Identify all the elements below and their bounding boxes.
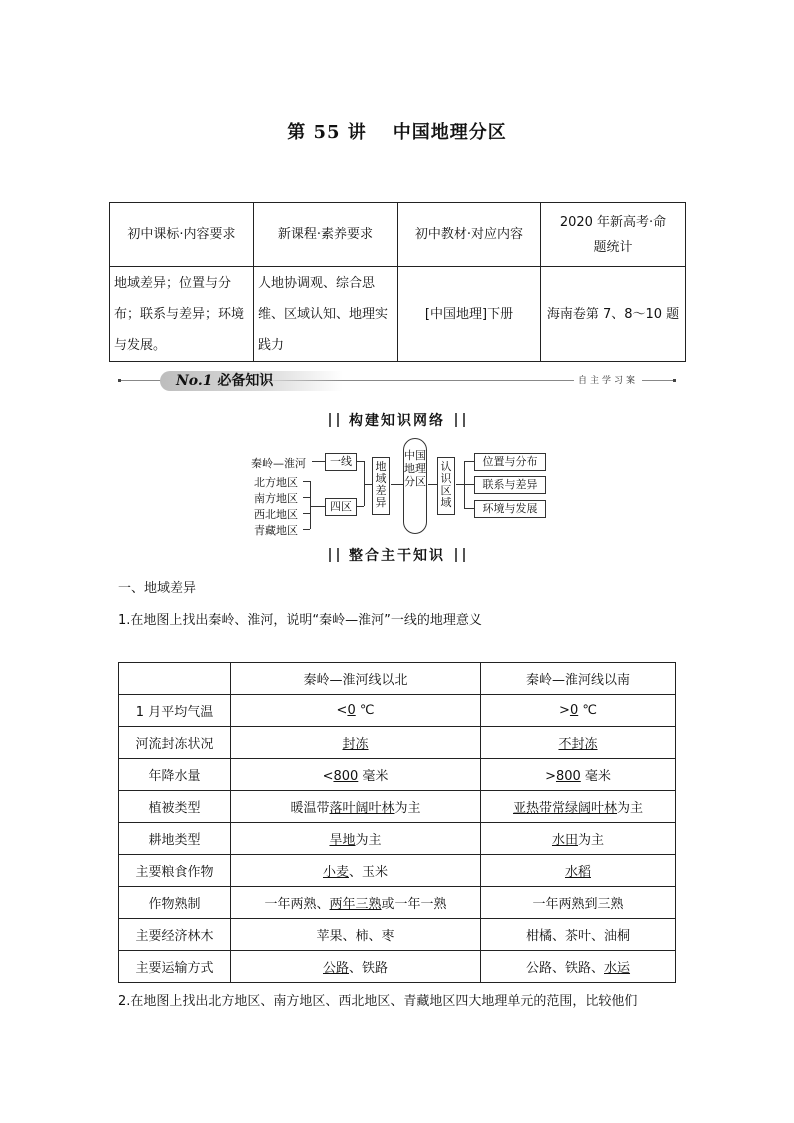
answer-text: 落叶阔叶林 <box>329 801 395 816</box>
connector <box>456 484 464 485</box>
answer-text: 800 <box>333 769 359 784</box>
row-item: 主要运输方式 <box>119 951 231 983</box>
table-row <box>119 695 676 727</box>
section-number: No.1 <box>176 373 213 389</box>
answer-text: 800 <box>555 769 581 784</box>
table-row <box>119 887 676 919</box>
map-center-china-geo-regions: 中国地理分区 <box>403 438 427 534</box>
table-body <box>119 695 676 983</box>
map-box-environment-development: 环境与发展 <box>474 500 546 518</box>
table-row <box>119 727 676 759</box>
heading-bar-icon <box>455 413 465 427</box>
south-cell <box>481 759 676 791</box>
answer-text: 水运 <box>604 961 631 976</box>
connector <box>464 508 474 509</box>
connector <box>312 461 325 462</box>
rule-dot <box>118 379 121 382</box>
map-box-one-line: 一线 <box>325 453 357 471</box>
south-cell <box>481 727 676 759</box>
map-item-region: 西北地区 <box>254 508 298 521</box>
connector <box>356 506 364 507</box>
answer-text: 两年三熟 <box>329 897 382 912</box>
north-cell <box>231 855 481 887</box>
connector <box>464 461 474 462</box>
curriculum-header: 初中教材·对应内容 <box>398 203 541 267</box>
answer-text: 0 <box>569 703 579 718</box>
curriculum-header: 2020 年新高考·命题统计 <box>541 203 686 267</box>
page-title <box>0 118 794 144</box>
north-cell <box>231 951 481 983</box>
cell-text: 苹果、柿、枣 <box>316 929 395 944</box>
row-item: 作物熟制 <box>119 887 231 919</box>
cell-text: 、玉米 <box>349 865 389 880</box>
map-item-region: 北方地区 <box>254 476 298 489</box>
cell-text: 一年两熟到三熟 <box>532 897 624 912</box>
cell-text: > <box>545 769 556 784</box>
cell-text: < <box>322 769 334 784</box>
answer-text: 亚热带常绿阔叶林 <box>512 801 617 816</box>
row-item: 河流封冻状况 <box>119 727 231 759</box>
row-item: 植被类型 <box>119 791 231 823</box>
lesson-number: 第 55 讲 <box>287 122 367 143</box>
connector <box>303 529 310 530</box>
north-cell <box>231 727 481 759</box>
connector <box>310 481 311 529</box>
section-title <box>160 371 343 391</box>
answer-text: 水稻 <box>564 865 591 880</box>
table-header <box>119 663 231 695</box>
south-cell <box>481 855 676 887</box>
answer-text: 旱地 <box>329 833 356 848</box>
row-item: 主要粮食作物 <box>119 855 231 887</box>
connector <box>464 484 474 485</box>
cell-text: > <box>559 703 570 718</box>
table-row <box>119 759 676 791</box>
table-row <box>119 823 676 855</box>
connector <box>428 484 437 485</box>
section-bar <box>118 371 676 391</box>
map-box-know-regions: 认识区域 <box>437 457 455 515</box>
question-1: 1.在地图上找出秦岭、淮河，说明“秦岭—淮河”一线的地理意义 <box>118 613 482 628</box>
heading-bar-icon <box>455 548 465 562</box>
cell-text: 暖温带 <box>290 801 330 816</box>
row-item: 年降水量 <box>119 759 231 791</box>
table-row <box>119 951 676 983</box>
south-cell <box>481 791 676 823</box>
section1-title: 一、地域差异 <box>118 581 197 596</box>
connector <box>303 497 310 498</box>
cell-text: ℃ <box>578 703 597 718</box>
answer-text: 0 <box>347 703 356 718</box>
answer-text: 封冻 <box>342 737 369 752</box>
table-row <box>119 791 676 823</box>
cell-text: 公路、铁路、 <box>525 961 604 976</box>
cell-text: 或一年一熟 <box>381 897 447 912</box>
connector <box>303 481 310 482</box>
heading-text: 整合主干知识 <box>349 548 445 564</box>
main-knowledge-heading <box>0 545 794 565</box>
map-item-region: 青藏地区 <box>254 524 298 537</box>
section-tag: 自主学习案 <box>574 374 642 388</box>
lesson-topic: 中国地理分区 <box>392 122 507 143</box>
curriculum-table <box>109 202 686 362</box>
map-item-region: 南方地区 <box>254 492 298 505</box>
curriculum-cell: 地域差异；位置与分布；联系与差异；环境与发展。 <box>110 267 254 362</box>
qinling-huaihe-comparison-table <box>118 662 676 983</box>
north-cell <box>231 759 481 791</box>
rule-dot <box>673 379 676 382</box>
connector <box>356 461 364 462</box>
map-item-qinling-huaihe: 秦岭—淮河 <box>251 457 306 470</box>
south-cell <box>481 695 676 727</box>
table-header: 秦岭—淮河线以北 <box>231 663 481 695</box>
cell-text: 为主 <box>578 833 605 848</box>
curriculum-cell: [中国地理]下册 <box>398 267 541 362</box>
answer-text: 不封冻 <box>558 737 598 752</box>
row-item: 1 月平均气温 <box>119 695 231 727</box>
heading-bar-icon <box>329 548 339 562</box>
table-row <box>119 855 676 887</box>
map-box-regional-differences: 地域差异 <box>372 457 390 515</box>
table-header: 秦岭—淮河线以南 <box>481 663 676 695</box>
curriculum-header: 初中课标·内容要求 <box>110 203 254 267</box>
row-item: 耕地类型 <box>119 823 231 855</box>
south-cell <box>481 887 676 919</box>
curriculum-header: 新课程·素养要求 <box>254 203 398 267</box>
question-2: 2.在地图上找出北方地区、南方地区、西北地区、青藏地区四大地理单元的范围，比较他们 <box>118 994 638 1009</box>
cell-text: 毫米 <box>580 769 611 784</box>
cell-text: 为主 <box>617 801 644 816</box>
section-name: 必备知识 <box>217 373 274 389</box>
north-cell <box>231 823 481 855</box>
north-cell <box>231 887 481 919</box>
row-item: 主要经济林木 <box>119 919 231 951</box>
connector <box>364 484 372 485</box>
table-row <box>119 919 676 951</box>
cell-text: 一年两熟、 <box>264 897 330 912</box>
cell-text: 毫米 <box>358 769 389 784</box>
curriculum-cell: 人地协调观、综合思维、区域认知、地理实践力 <box>254 267 398 362</box>
knowledge-network-heading <box>0 410 794 430</box>
map-box-location-distribution: 位置与分布 <box>474 453 546 471</box>
south-cell <box>481 919 676 951</box>
map-box-connection-difference: 联系与差异 <box>474 476 546 494</box>
answer-text: 小麦 <box>322 865 349 880</box>
south-cell <box>481 951 676 983</box>
heading-text: 构建知识网络 <box>349 413 445 429</box>
cell-text: 、铁路 <box>349 961 389 976</box>
cell-text: < <box>336 703 348 718</box>
cell-text: 柑橘、茶叶、油桐 <box>525 929 630 944</box>
north-cell <box>231 695 481 727</box>
heading-bar-icon <box>329 413 339 427</box>
connector <box>303 513 310 514</box>
cell-text: ℃ <box>355 703 375 718</box>
map-box-four-regions: 四区 <box>325 498 357 516</box>
connector <box>310 506 325 507</box>
south-cell <box>481 823 676 855</box>
answer-text: 水田 <box>551 833 578 848</box>
connector <box>391 484 403 485</box>
cell-text: 为主 <box>355 833 382 848</box>
north-cell <box>231 791 481 823</box>
cell-text: 为主 <box>394 801 421 816</box>
answer-text: 公路 <box>322 961 349 976</box>
curriculum-cell: 海南卷第 7、8～10 题 <box>541 267 686 362</box>
north-cell <box>231 919 481 951</box>
